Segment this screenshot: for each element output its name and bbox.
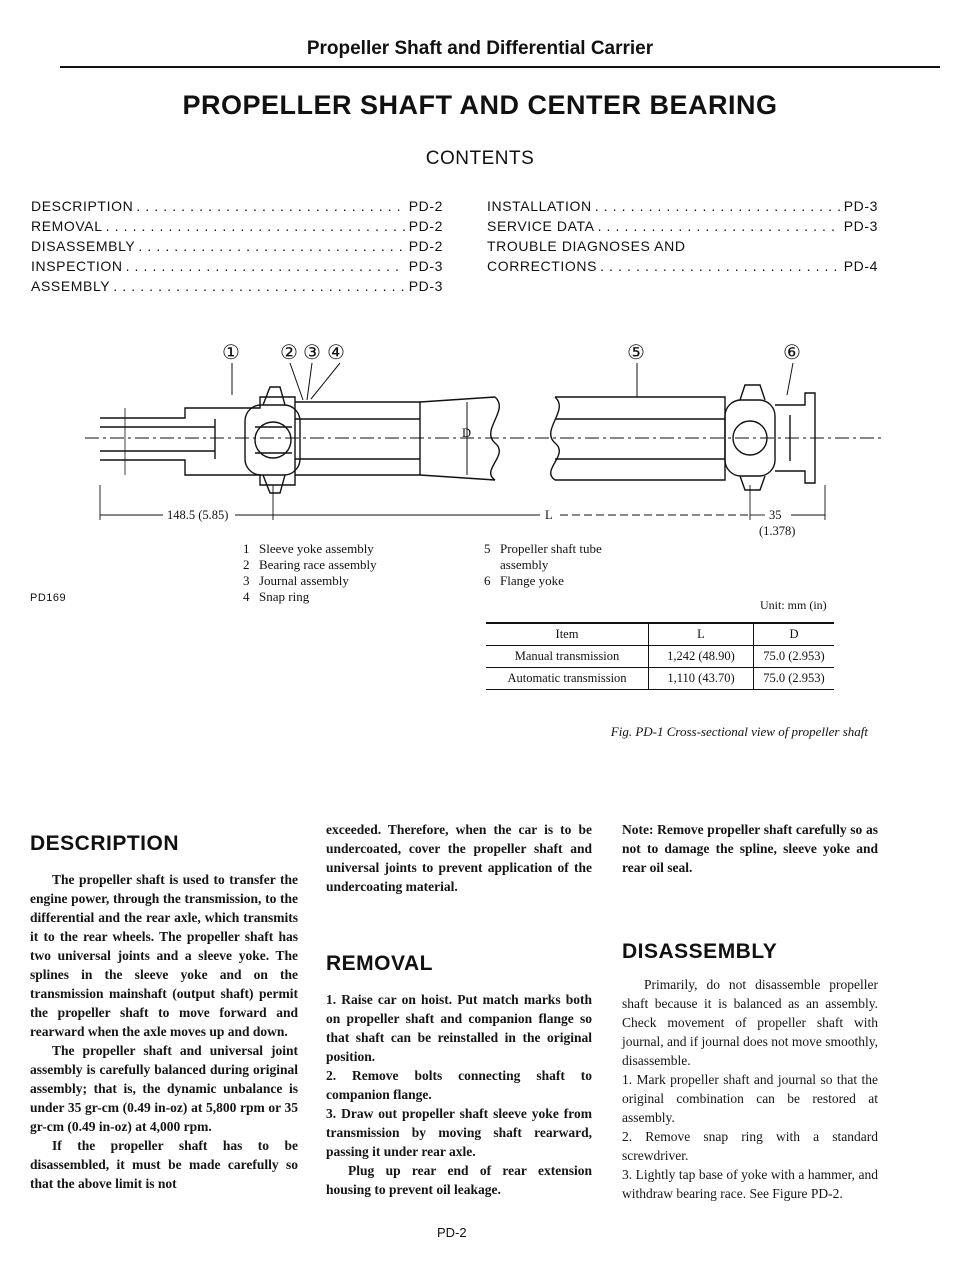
toc-entry[interactable] xyxy=(487,258,878,278)
toc-page: PD-2 xyxy=(408,198,443,214)
toc-entry[interactable] xyxy=(487,218,878,238)
toc-entry xyxy=(487,238,878,258)
toc-label: DISASSEMBLY xyxy=(31,238,136,254)
toc-leader xyxy=(135,238,405,254)
callout-4: ④ xyxy=(327,340,345,364)
paragraph: The propeller shaft is used to transfer the engine power, through the transmission, to the differential and the rear axle, which transmits it to the rear wheels. The propeller shaft has two universal joints and a sleeve yoke. The splines in the sleeve yoke and on the transmission mainshaft (output shaft) permit the propeller shaft to move forward and rearward when the axle moves up and down. xyxy=(30,872,298,1039)
table-cell: Manual transmission xyxy=(486,646,649,668)
toc-label: INSPECTION xyxy=(31,258,123,274)
step: 1. Raise car on hoist. Put match marks both on propeller shaft and companion flange so that shaft can be reinstalled in the original position. xyxy=(326,992,592,1064)
paragraph: Plug up rear end of rear extension housing to prevent oil leakage. xyxy=(326,1163,592,1197)
page-title: PROPELLER SHAFT AND CENTER BEARING xyxy=(182,90,778,120)
toc-label: TROUBLE DIAGNOSES AND xyxy=(487,238,686,254)
figure-caption: Fig. PD-1 Cross-sectional view of propeller shaft xyxy=(610,724,868,739)
step: 1. Mark propeller shaft and journal so that the original combination can be restored at assembly. xyxy=(622,1072,878,1125)
toc-page: PD-3 xyxy=(843,198,878,214)
figure-legend-left xyxy=(243,541,377,605)
note-text: Note: Remove propeller shaft carefully so as not to damage the spline, sleeve yoke and rear oil seal. xyxy=(622,822,878,875)
table-header: L xyxy=(649,623,754,646)
toc-page: PD-3 xyxy=(408,258,443,274)
dim-right-label: 35 xyxy=(769,508,782,522)
unit-note: Unit: mm (in) xyxy=(760,598,827,612)
toc-page: PD-2 xyxy=(408,238,443,254)
table-header-row xyxy=(486,623,834,646)
propeller-shaft-diagram xyxy=(85,335,885,545)
toc-entry[interactable] xyxy=(31,278,443,298)
legend-item xyxy=(484,573,614,589)
legend-number: 1 xyxy=(243,541,250,556)
table-header: D xyxy=(754,623,835,646)
step: 3. Lightly tap base of yoke with a hammer, and withdraw bearing race. See Figure PD-2. xyxy=(622,1167,878,1201)
dim-right-inch: (1.378) xyxy=(759,524,796,538)
toc-leader xyxy=(592,198,840,214)
legend-number: 2 xyxy=(243,557,250,572)
table-cell: 1,242 (48.90) xyxy=(649,646,754,668)
table-header: Item xyxy=(486,623,649,646)
description-body xyxy=(30,870,298,1193)
dim-l-label: L xyxy=(545,508,553,522)
toc-leader xyxy=(597,258,840,274)
callout-3: ③ xyxy=(303,340,321,364)
callout-group xyxy=(222,340,801,364)
page-number: PD-2 xyxy=(437,1225,467,1240)
paragraph: exceeded. Therefore, when the car is to be undercoated, cover the propeller shaft and universal joints to prevent application of the undercoating material. xyxy=(326,822,592,894)
contents-list-right xyxy=(487,198,878,278)
table-cell: Automatic transmission xyxy=(486,668,649,690)
table-cell: 75.0 (2.953) xyxy=(754,646,835,668)
paragraph: If the propeller shaft has to be disassembled, it must be made carefully so that the above limit is not xyxy=(30,1138,298,1191)
legend-text: Flange yoke xyxy=(500,573,564,588)
toc-label: ASSEMBLY xyxy=(31,278,111,294)
note-block xyxy=(622,820,878,877)
toc-leader xyxy=(595,218,840,234)
dim-d-label: D xyxy=(462,426,472,440)
toc-label: SERVICE DATA xyxy=(487,218,595,234)
removal-body xyxy=(326,990,592,1199)
contents-title: CONTENTS xyxy=(425,148,535,169)
legend-item xyxy=(243,589,377,605)
toc-page: PD-3 xyxy=(843,218,878,234)
dimension-table xyxy=(486,622,834,690)
callout-6: ⑥ xyxy=(783,340,801,364)
toc-entry[interactable] xyxy=(31,258,443,278)
legend-item xyxy=(243,573,377,589)
toc-entry[interactable] xyxy=(31,198,443,218)
toc-entry[interactable] xyxy=(31,238,443,258)
contents-list-left xyxy=(31,198,443,298)
disassembly-body xyxy=(622,975,878,1203)
callout-1: ① xyxy=(222,340,240,364)
section-heading-removal: REMOVAL xyxy=(326,952,433,975)
toc-leader xyxy=(103,218,405,234)
table-cell: 1,110 (43.70) xyxy=(649,668,754,690)
legend-item xyxy=(243,557,377,573)
figure-legend-right xyxy=(484,541,614,589)
step: 2. Remove bolts connecting shaft to companion flange. xyxy=(326,1068,592,1102)
toc-page: PD-4 xyxy=(843,258,878,274)
section-heading-description: DESCRIPTION xyxy=(30,832,180,855)
legend-text: Snap ring xyxy=(259,589,310,604)
table-row xyxy=(486,646,834,668)
toc-leader xyxy=(133,198,405,214)
toc-page: PD-3 xyxy=(408,278,443,294)
toc-label: REMOVAL xyxy=(31,218,103,234)
figure-code: PD169 xyxy=(30,592,67,604)
toc-entry[interactable] xyxy=(31,218,443,238)
legend-item xyxy=(243,541,377,557)
toc-label: INSTALLATION xyxy=(487,198,592,214)
toc-label: DESCRIPTION xyxy=(31,198,134,214)
toc-leader xyxy=(123,258,405,274)
legend-item xyxy=(484,541,614,573)
table-row xyxy=(486,668,834,690)
running-header: Propeller Shaft and Differential Carrier xyxy=(306,38,654,59)
legend-number: 6 xyxy=(484,573,491,588)
table-cell: 75.0 (2.953) xyxy=(754,668,835,690)
toc-leader xyxy=(110,278,405,294)
callout-2: ② xyxy=(280,340,298,364)
step: 2. Remove snap ring with a standard screwdriver. xyxy=(622,1129,878,1163)
legend-text: Propeller shaft tube assembly xyxy=(500,541,602,572)
step: 3. Draw out propeller shaft sleeve yoke from transmission by moving shaft rearward, passing it under rear axle. xyxy=(326,1106,592,1159)
paragraph: The propeller shaft and universal joint assembly is carefully balanced during original assembly; that is, the dynamic unbalance is under 35 gr-cm (0.49 in-oz) at 5,800 rpm or 35 gr-cm (0.49 in-oz) at 4,000 rpm. xyxy=(30,1043,298,1134)
legend-text: Journal assembly xyxy=(259,573,349,588)
legend-number: 4 xyxy=(243,589,250,604)
legend-number: 5 xyxy=(484,541,491,556)
legend-text: Sleeve yoke assembly xyxy=(259,541,374,556)
toc-label: CORRECTIONS xyxy=(487,258,598,274)
toc-entry[interactable] xyxy=(487,198,878,218)
dim-left-label: 148.5 (5.85) xyxy=(167,508,229,522)
legend-text: Bearing race assembly xyxy=(259,557,377,572)
paragraph: Primarily, do not disassemble propeller shaft because it is balanced as an assembly. Check movement of propeller shaft with journal, and if journal does not move smoothly, disassemble. xyxy=(622,977,878,1068)
section-heading-disassembly: DISASSEMBLY xyxy=(622,940,778,963)
callout-5: ⑤ xyxy=(627,340,645,364)
description-continued xyxy=(326,820,592,896)
toc-page: PD-2 xyxy=(408,218,443,234)
header-rule xyxy=(60,66,940,68)
legend-number: 3 xyxy=(243,573,250,588)
